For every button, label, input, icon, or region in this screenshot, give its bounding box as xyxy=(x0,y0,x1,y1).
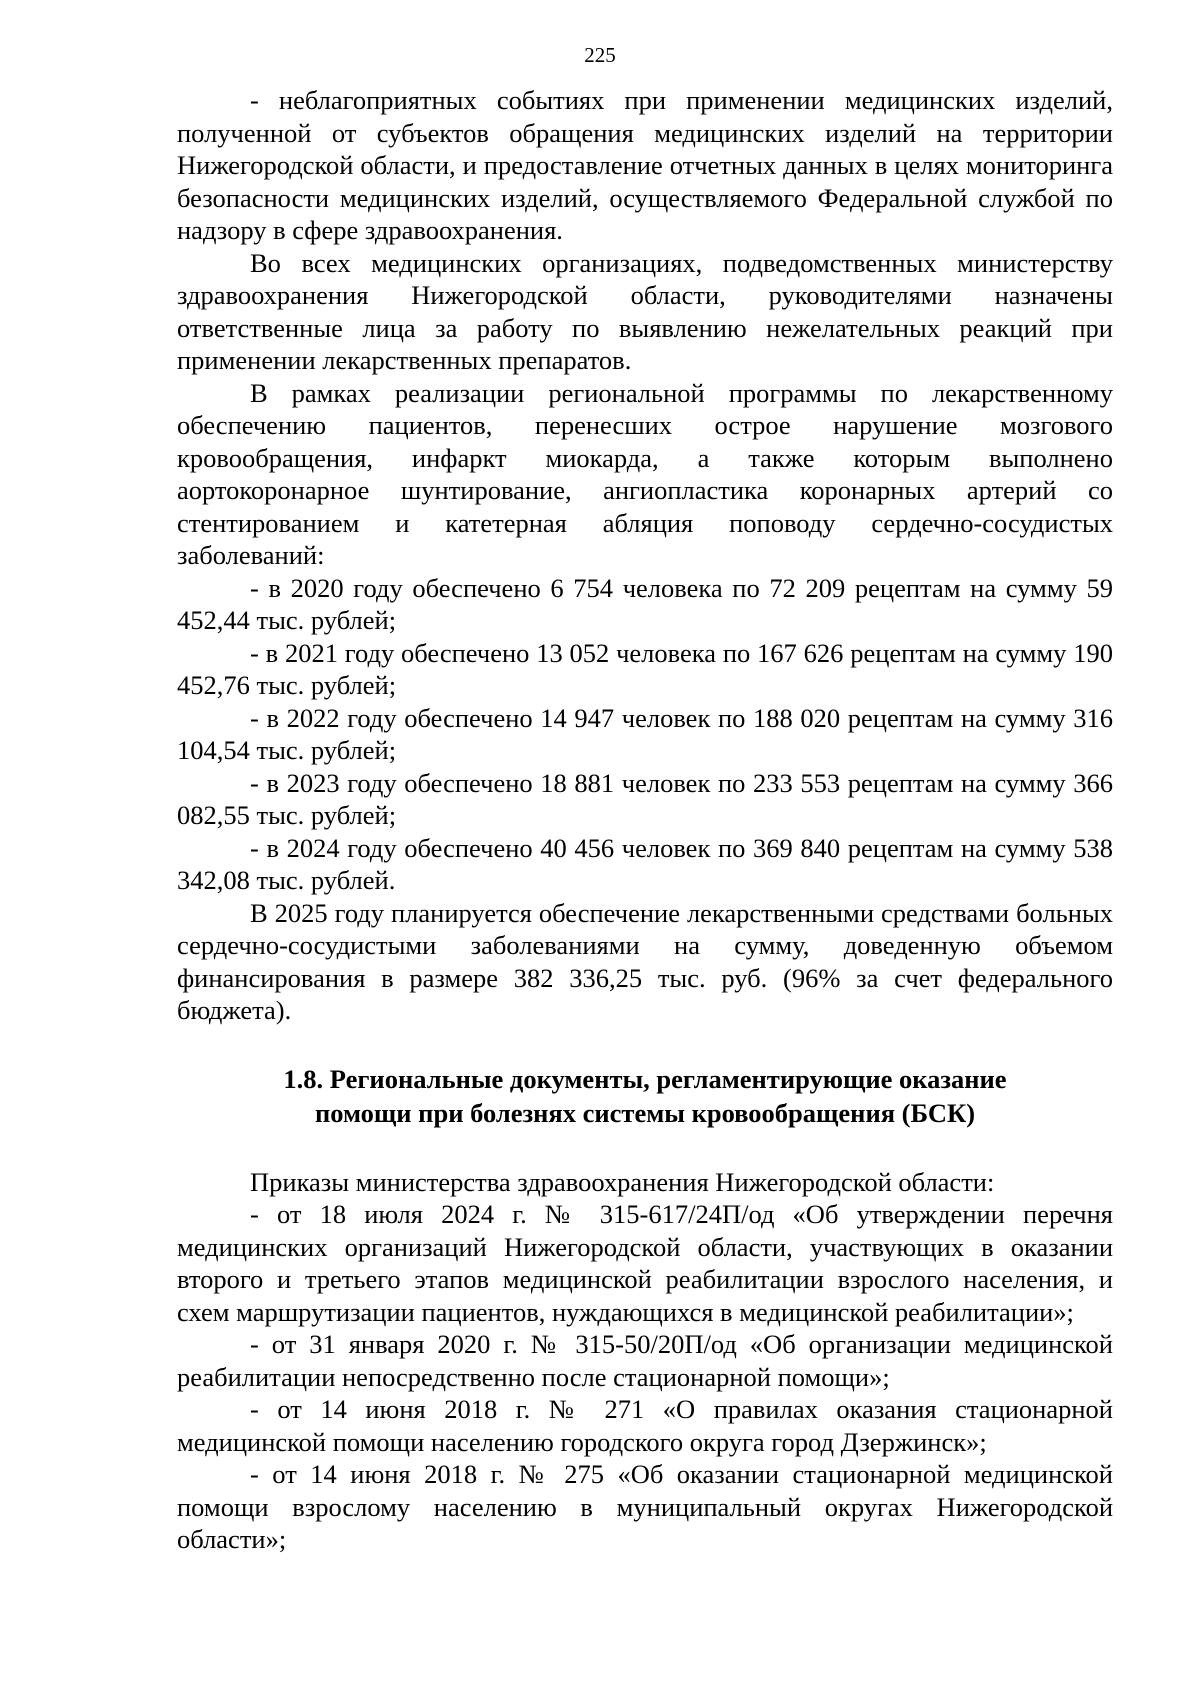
paragraph-responsible-persons: Во всех медицинских организациях, подведомственных министерству здравоохранения Нижегородской области, руководителями назначены ответственные лица за работу по выявлению нежелательных реакций при применении лекарственных препаратов. xyxy=(177,247,1113,375)
list-item-2020: - в 2020 году обеспечено 6 754 человека по 72 209 рецептам на сумму 59 452,44 тыс. рублей; xyxy=(177,572,1113,635)
order-item: - от 14 июня 2018 г. № 271 «О правилах оказания стационарной медицинской помощи населению городского округа город Дзержинск»; xyxy=(177,1394,1113,1457)
section-heading-line-1: 1.8. Региональные документы, регламентирующие оказание xyxy=(283,1063,1007,1094)
order-item: - от 18 июля 2024 г. № 315-617/24П/од «Об утверждении перечня медицинских организаций Нижегородской области, участвующих в оказании второго и третьего этапов медицинской реабилитации взрослого населения, и схем маршрутизации пациентов, нуждающихся в медицинской реабилитации»; xyxy=(177,1199,1113,1327)
list-item-2022: - в 2022 году обеспечено 14 947 человек по 188 020 рецептам на сумму 316 104,54 тыс. рублей; xyxy=(177,702,1113,765)
list-item-2024: - в 2024 году обеспечено 40 456 человек по 369 840 рецептам на сумму 538 342,08 тыс. рублей. xyxy=(177,832,1113,895)
paragraph-regional-program: В рамках реализации региональной программы по лекарственному обеспечению пациентов, перенесших острое нарушение мозгового кровообращения, инфаркт миокарда, а также которым выполнено аортокоронарное шунтирование, ангиопластика коронарных артерий со стентированием и катетерная абляция поповоду сердечно-сосудистых заболеваний: xyxy=(177,377,1113,570)
order-item: - от 31 января 2020 г. № 315-50/20П/од «Об организации медицинской реабилитации непосредственно после стационарной помощи»; xyxy=(177,1329,1113,1392)
section-heading-line-2: помощи при болезнях системы кровообращения (БСК) xyxy=(314,1097,976,1128)
list-item-2021: - в 2021 году обеспечено 13 052 человека по 167 626 рецептам на сумму 190 452,76 тыс. рублей; xyxy=(177,637,1113,700)
section-heading xyxy=(177,1062,1113,1130)
paragraph-adverse-events: - неблагоприятных событиях при применении медицинских изделий, полученной от субъектов обращения медицинских изделий на территории Нижегородской области, и предоставление отчетных данных в целях мониторинга безопасности медицинских изделий, осуществляемого Федеральной службой по надзору в сфере здравоохранения. xyxy=(177,85,1113,245)
orders-intro: Приказы министерства здравоохранения Нижегородской области: xyxy=(250,1166,995,1197)
order-item: - от 14 июня 2018 г. № 275 «Об оказании стационарной медицинской помощи взрослому населению в муниципальный округах Нижегородской области»; xyxy=(177,1459,1113,1554)
paragraph-plan-2025: В 2025 году планируется обеспечение лекарственными средствами больных сердечно-сосудистыми заболеваниями на сумму, доведенную объемом финансирования в размере 382 336,25 тыс. руб. (96% за счет федерального бюджета). xyxy=(177,897,1113,1025)
list-item-2023: - в 2023 году обеспечено 18 881 человек по 233 553 рецептам на сумму 366 082,55 тыс. рублей; xyxy=(177,767,1113,830)
document-body xyxy=(177,84,1113,1556)
page-number: 225 xyxy=(584,43,616,67)
